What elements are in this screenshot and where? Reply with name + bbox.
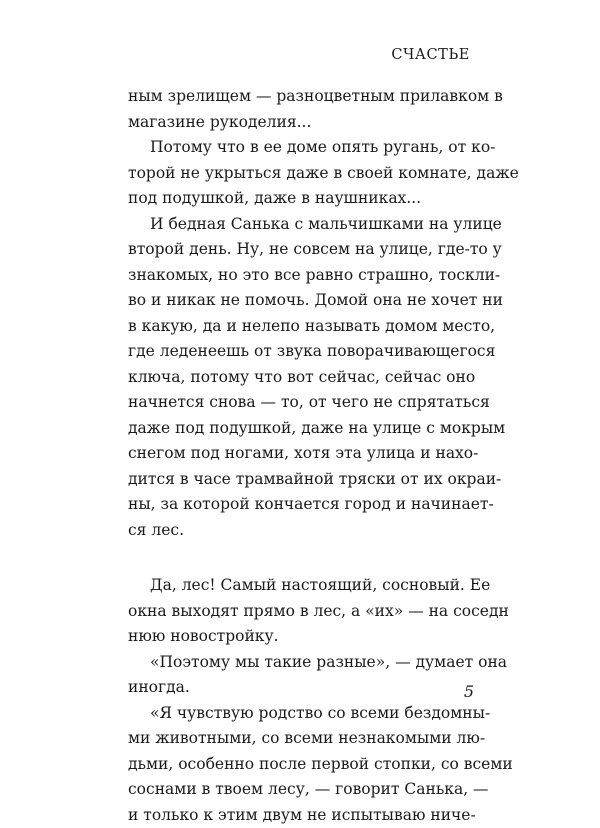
paragraph — [128, 573, 474, 650]
paragraph — [128, 212, 474, 544]
body-text — [128, 84, 474, 828]
paragraph — [128, 701, 474, 828]
text-line: окна выходят прямо в лес, а «их» — на соседн — [128, 599, 474, 625]
text-line: во и никак не помочь. Домой она не хочет ни — [128, 288, 474, 314]
running-header: СЧАСТЬЕ — [391, 47, 470, 63]
text-line: ны, за которой кончается город и начинает- — [128, 492, 474, 518]
paragraph — [128, 650, 474, 701]
text-line: снегом под ногами, хотя эта улица и нахо- — [128, 441, 474, 467]
text-line: даже под подушкой, даже на улице с мокрым — [128, 416, 474, 442]
text-line: нюю новостройку. — [128, 624, 474, 650]
text-line: Потому что в ее доме опять ругань, от ко- — [128, 135, 474, 161]
paragraph — [128, 84, 474, 135]
section-break — [128, 543, 474, 573]
text-line: иногда. — [128, 675, 474, 701]
text-line: где леденеешь от звука поворачивающегося — [128, 339, 474, 365]
text-line: второй день. Ну, не совсем на улице, где-то у — [128, 237, 474, 263]
paragraph — [128, 135, 474, 212]
text-line: в какую, да и нелепо называть домом место, — [128, 314, 474, 340]
text-line: под подушкой, даже в наушниках... — [128, 186, 474, 212]
text-line: и только к этим двум не испытываю ниче- — [128, 803, 474, 828]
text-line: ным зрелищем — разноцветным прилавком в — [128, 84, 474, 110]
text-line: «Поэтому мы такие разные», — думает она — [128, 650, 474, 676]
text-line: ми животными, со всеми незнакомыми лю- — [128, 726, 474, 752]
text-line: дьми, особенно после первой стопки, со всеми — [128, 752, 474, 778]
page-number: 5 — [464, 682, 474, 701]
text-line: соснами в твоем лесу, — говорит Санька, — — [128, 777, 474, 803]
text-line: ключа, потому что вот сейчас, сейчас оно — [128, 365, 474, 391]
text-line: ся лес. — [128, 518, 474, 544]
text-line: И бедная Санька с мальчишками на улице — [128, 212, 474, 238]
text-line: знакомых, но это все равно страшно, тоскли- — [128, 263, 474, 289]
text-line: Да, лес! Самый настоящий, сосновый. Ее — [128, 573, 474, 599]
text-line: начнется снова — то, от чего не спрятаться — [128, 390, 474, 416]
text-line: торой не укрыться даже в своей комнате, даже — [128, 161, 474, 187]
text-line: магазине рукоделия... — [128, 110, 474, 136]
text-line: дится в часе трамвайной тряски от их окраи- — [128, 467, 474, 493]
text-line: «Я чувствую родство со всеми бездомны- — [128, 701, 474, 727]
